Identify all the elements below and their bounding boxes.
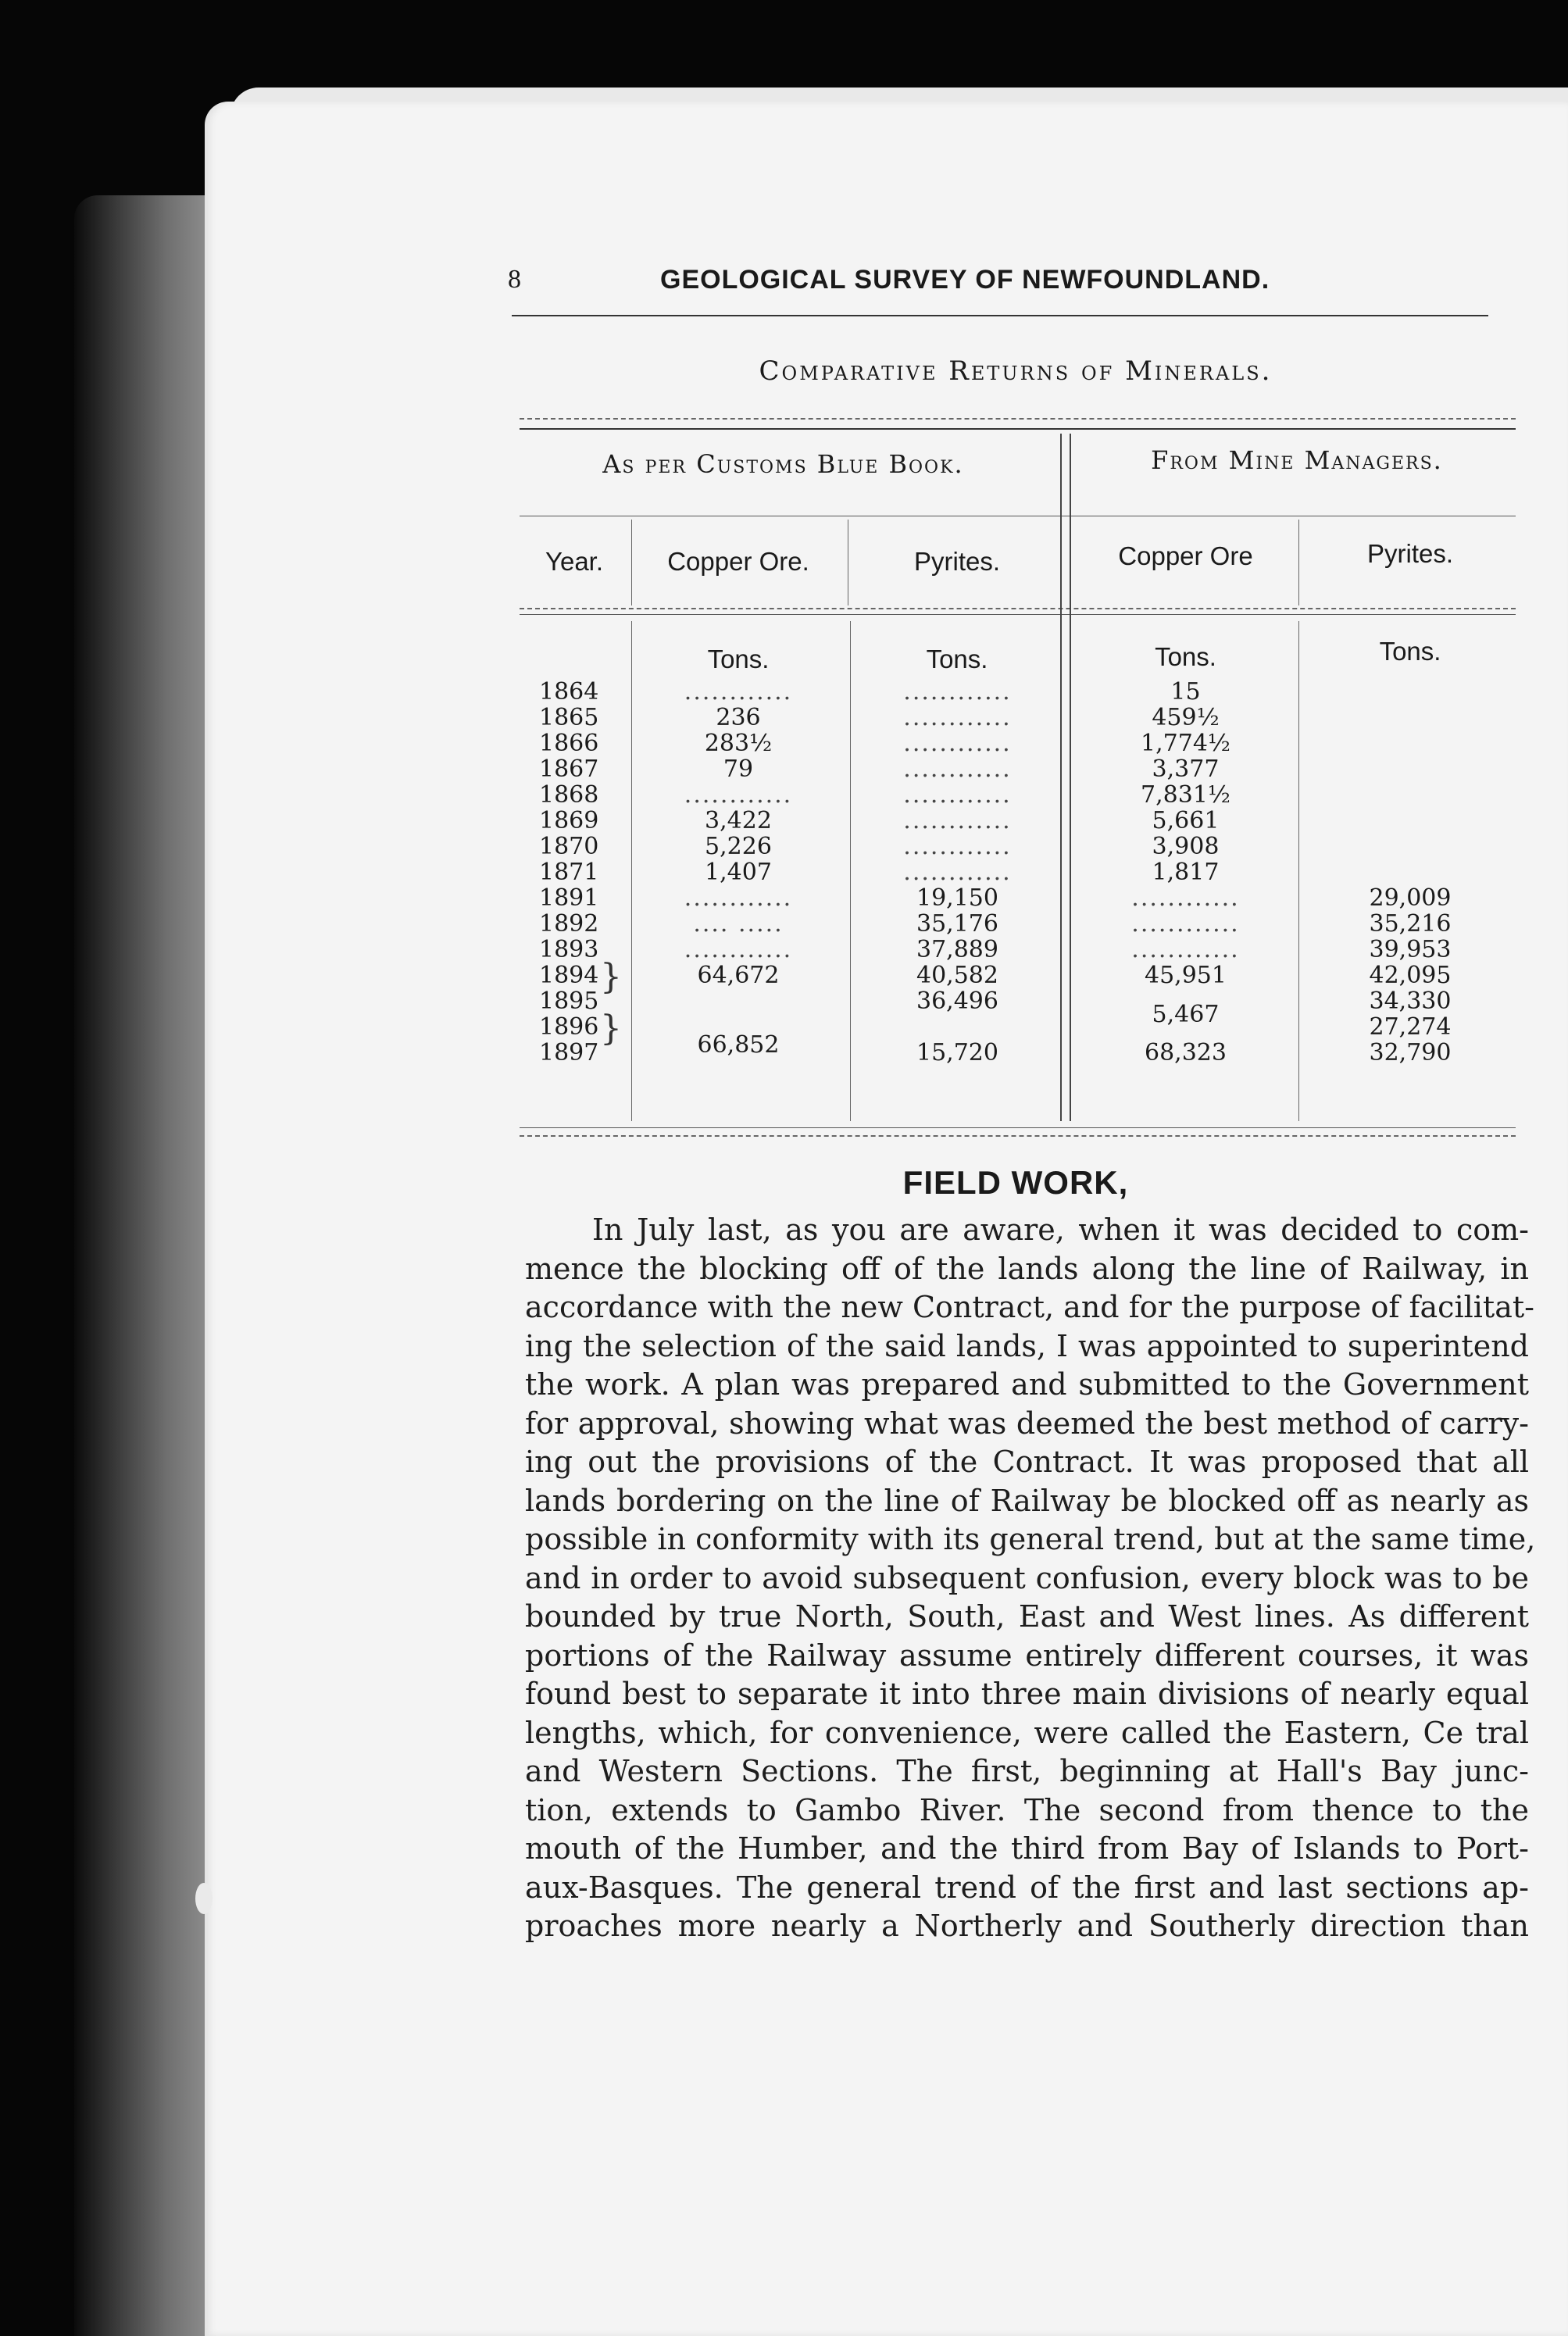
value-cell-customs-copper: ............ (684, 936, 793, 963)
value-cell-mine-pyrites: 29,009 (1369, 884, 1452, 912)
value-cell-mine-pyrites: 32,790 (1369, 1039, 1452, 1066)
value-cell-customs-copper: ............ (684, 781, 793, 809)
value-cell-customs-pyrites: ............ (903, 781, 1012, 809)
value-cell-customs-pyrites: ............ (903, 859, 1012, 886)
value-cell-mine-copper: 3,908 (1152, 833, 1220, 860)
col-divider (631, 520, 632, 605)
year-cell: 1871 (539, 859, 599, 886)
value-cell-mine-pyrites: 42,095 (1369, 962, 1452, 989)
text-line: portions of the Railway assume entirely different courses, it was (525, 1638, 1529, 1673)
value-cell-mine-copper: ............ (1131, 884, 1240, 912)
year-cell: 1870 (539, 833, 599, 860)
unit-customs-pyrites: Tons. (926, 645, 988, 673)
value-cell-customs-pyrites: ............ (903, 678, 1012, 705)
combined-value-customs-copper: 66,852 (697, 1031, 780, 1059)
col-divider (1298, 520, 1299, 605)
group-divider (1070, 434, 1071, 1121)
group-head-mine: From Mine Managers. (1151, 445, 1443, 475)
value-cell-customs-copper: 79 (723, 755, 754, 783)
value-cell-customs-pyrites: ............ (903, 833, 1012, 860)
year-brace: } (600, 957, 622, 997)
section-title: FIELD WORK, (902, 1164, 1129, 1201)
value-cell-customs-copper: 283½ (704, 730, 773, 757)
unit-mine-pyrites: Tons. (1379, 637, 1441, 666)
value-cell-mine-copper: 15 (1170, 678, 1201, 705)
col-divider (631, 621, 632, 1121)
value-cell-customs-copper: 3,422 (705, 807, 772, 834)
value-cell-customs-copper: ............ (684, 678, 793, 705)
scan-speck (195, 1883, 213, 1914)
year-cell: 1865 (539, 704, 599, 731)
text-line: and Western Sections. The first, beginning at Hall's Bay junc- (525, 1754, 1529, 1788)
value-cell-customs-pyrites: ............ (903, 704, 1012, 731)
text-line: tion, extends to Gambo River. The second from thence to the (525, 1792, 1529, 1827)
group-head-customs: As per Customs Blue Book. (602, 449, 964, 479)
col-head-year: Year. (545, 547, 604, 576)
text-line: bounded by true North, South, East and West lines. As different (525, 1599, 1529, 1634)
year-cell: 1896 (539, 1013, 599, 1041)
text-line: possible in conformity with its general trend, but at the same time, (525, 1522, 1536, 1556)
year-cell: 1869 (539, 807, 599, 834)
value-cell-customs-copper: 5,226 (705, 833, 772, 860)
value-cell-mine-pyrites: 39,953 (1369, 936, 1452, 963)
value-cell-customs-pyrites: 40,582 (916, 962, 998, 989)
col-head-mine-copper: Copper Ore (1118, 541, 1253, 570)
combined-value-mine-copper: 5,467 (1152, 1000, 1220, 1028)
value-cell-customs-pyrites: ............ (903, 755, 1012, 783)
col-head-mine-pyrites: Pyrites. (1366, 539, 1454, 568)
year-cell: 1893 (539, 936, 599, 963)
value-cell-customs-pyrites: 37,889 (916, 936, 998, 963)
value-cell-mine-copper: 68,323 (1145, 1039, 1227, 1066)
value-cell-mine-copper: 459½ (1152, 704, 1220, 731)
text-line: and in order to avoid subsequent confusion, every block was to be (525, 1560, 1529, 1595)
value-cell-mine-copper: ............ (1131, 936, 1240, 963)
value-cell-customs-pyrites: 19,150 (916, 884, 998, 912)
value-cell-mine-copper: 45,951 (1145, 962, 1227, 989)
value-cell-customs-copper: 236 (716, 704, 761, 731)
value-cell-customs-pyrites: 36,496 (916, 988, 998, 1015)
text-line: the work. A plan was prepared and submitted to the Government (525, 1367, 1529, 1402)
col-head-customs-copper: Copper Ore. (667, 547, 809, 576)
text-line: for approval, showing what was deemed the best method of carry- (525, 1406, 1529, 1441)
year-cell: 1868 (539, 781, 599, 809)
table-bottom-rule (520, 1127, 1516, 1128)
value-cell-mine-copper: 7,831½ (1141, 781, 1230, 809)
year-cell: 1897 (539, 1039, 599, 1066)
value-cell-customs-pyrites: ............ (903, 730, 1012, 757)
year-cell: 1866 (539, 730, 599, 757)
combined-value-customs-copper: 64,672 (697, 962, 780, 989)
value-cell-customs-copper: 1,407 (705, 859, 772, 886)
value-cell-mine-copper: 3,377 (1152, 755, 1220, 783)
value-cell-mine-copper: 5,661 (1152, 807, 1220, 834)
unit-customs-copper: Tons. (707, 645, 770, 673)
year-cell: 1894 (539, 962, 599, 989)
running-header (508, 262, 1492, 309)
header-rule (512, 315, 1488, 316)
text-line: mence the blocking off of the lands along the line of Railway, in (525, 1251, 1529, 1286)
value-cell-customs-pyrites: 35,176 (916, 910, 998, 938)
value-cell-mine-copper: 1,774½ (1141, 730, 1230, 757)
text-line: lengths, which, for convenience, were called the Eastern, Ce tral (525, 1715, 1529, 1750)
year-cell: 1892 (539, 910, 599, 938)
text-line: lands bordering on the line of Railway be blocked off as nearly as (525, 1483, 1529, 1518)
col-divider (1298, 621, 1299, 1121)
value-cell-customs-copper: .... ..... (693, 910, 784, 938)
text-line: aux-Basques. The general trend of the first and last sections ap- (525, 1870, 1529, 1905)
text-line: ing the selection of the said lands, I was appointed to superintend (525, 1328, 1529, 1363)
year-cell: 1867 (539, 755, 599, 783)
text-line: proaches more nearly a Northerly and Southerly direction than (525, 1909, 1529, 1943)
head-rule (520, 608, 1516, 609)
unit-mine-copper: Tons. (1155, 642, 1216, 671)
text-line: In July last, as you are aware, when it was decided to com- (592, 1213, 1529, 1247)
value-cell-customs-pyrites: ............ (903, 807, 1012, 834)
table-top-rule-2 (520, 428, 1516, 430)
value-cell-customs-pyrites: 15,720 (916, 1039, 998, 1066)
running-title: GEOLOGICAL SURVEY OF NEWFOUNDLAND. (660, 265, 1270, 295)
table-title: Comparative Returns of Minerals. (759, 355, 1273, 387)
value-cell-customs-copper: ............ (684, 884, 793, 912)
value-cell-mine-copper: ............ (1131, 910, 1240, 938)
year-cell: 1891 (539, 884, 599, 912)
year-brace: } (600, 1009, 622, 1048)
text-line: found best to separate it into three main divisions of nearly equal (525, 1677, 1529, 1711)
text-line: accordance with the new Contract, and for the purpose of facilitat- (525, 1290, 1534, 1324)
table-bottom-rule-2 (520, 1135, 1516, 1137)
table-top-rule (520, 418, 1516, 420)
text-line: mouth of the Humber, and the third from Bay of Islands to Port- (525, 1831, 1529, 1866)
body-paragraph (525, 1211, 1536, 1946)
value-cell-mine-pyrites: 34,330 (1369, 988, 1452, 1015)
col-head-customs-pyrites: Pyrites. (913, 547, 1001, 576)
value-cell-mine-copper: 1,817 (1152, 859, 1220, 886)
head-rule-2 (520, 614, 1516, 615)
value-cell-mine-pyrites: 35,216 (1369, 910, 1452, 938)
year-cell: 1895 (539, 988, 599, 1015)
text-line: ing out the provisions of the Contract. It was proposed that all (525, 1445, 1529, 1479)
year-cell: 1864 (539, 678, 599, 705)
value-cell-mine-pyrites: 27,274 (1369, 1013, 1452, 1041)
page-number: 8 (508, 265, 522, 294)
